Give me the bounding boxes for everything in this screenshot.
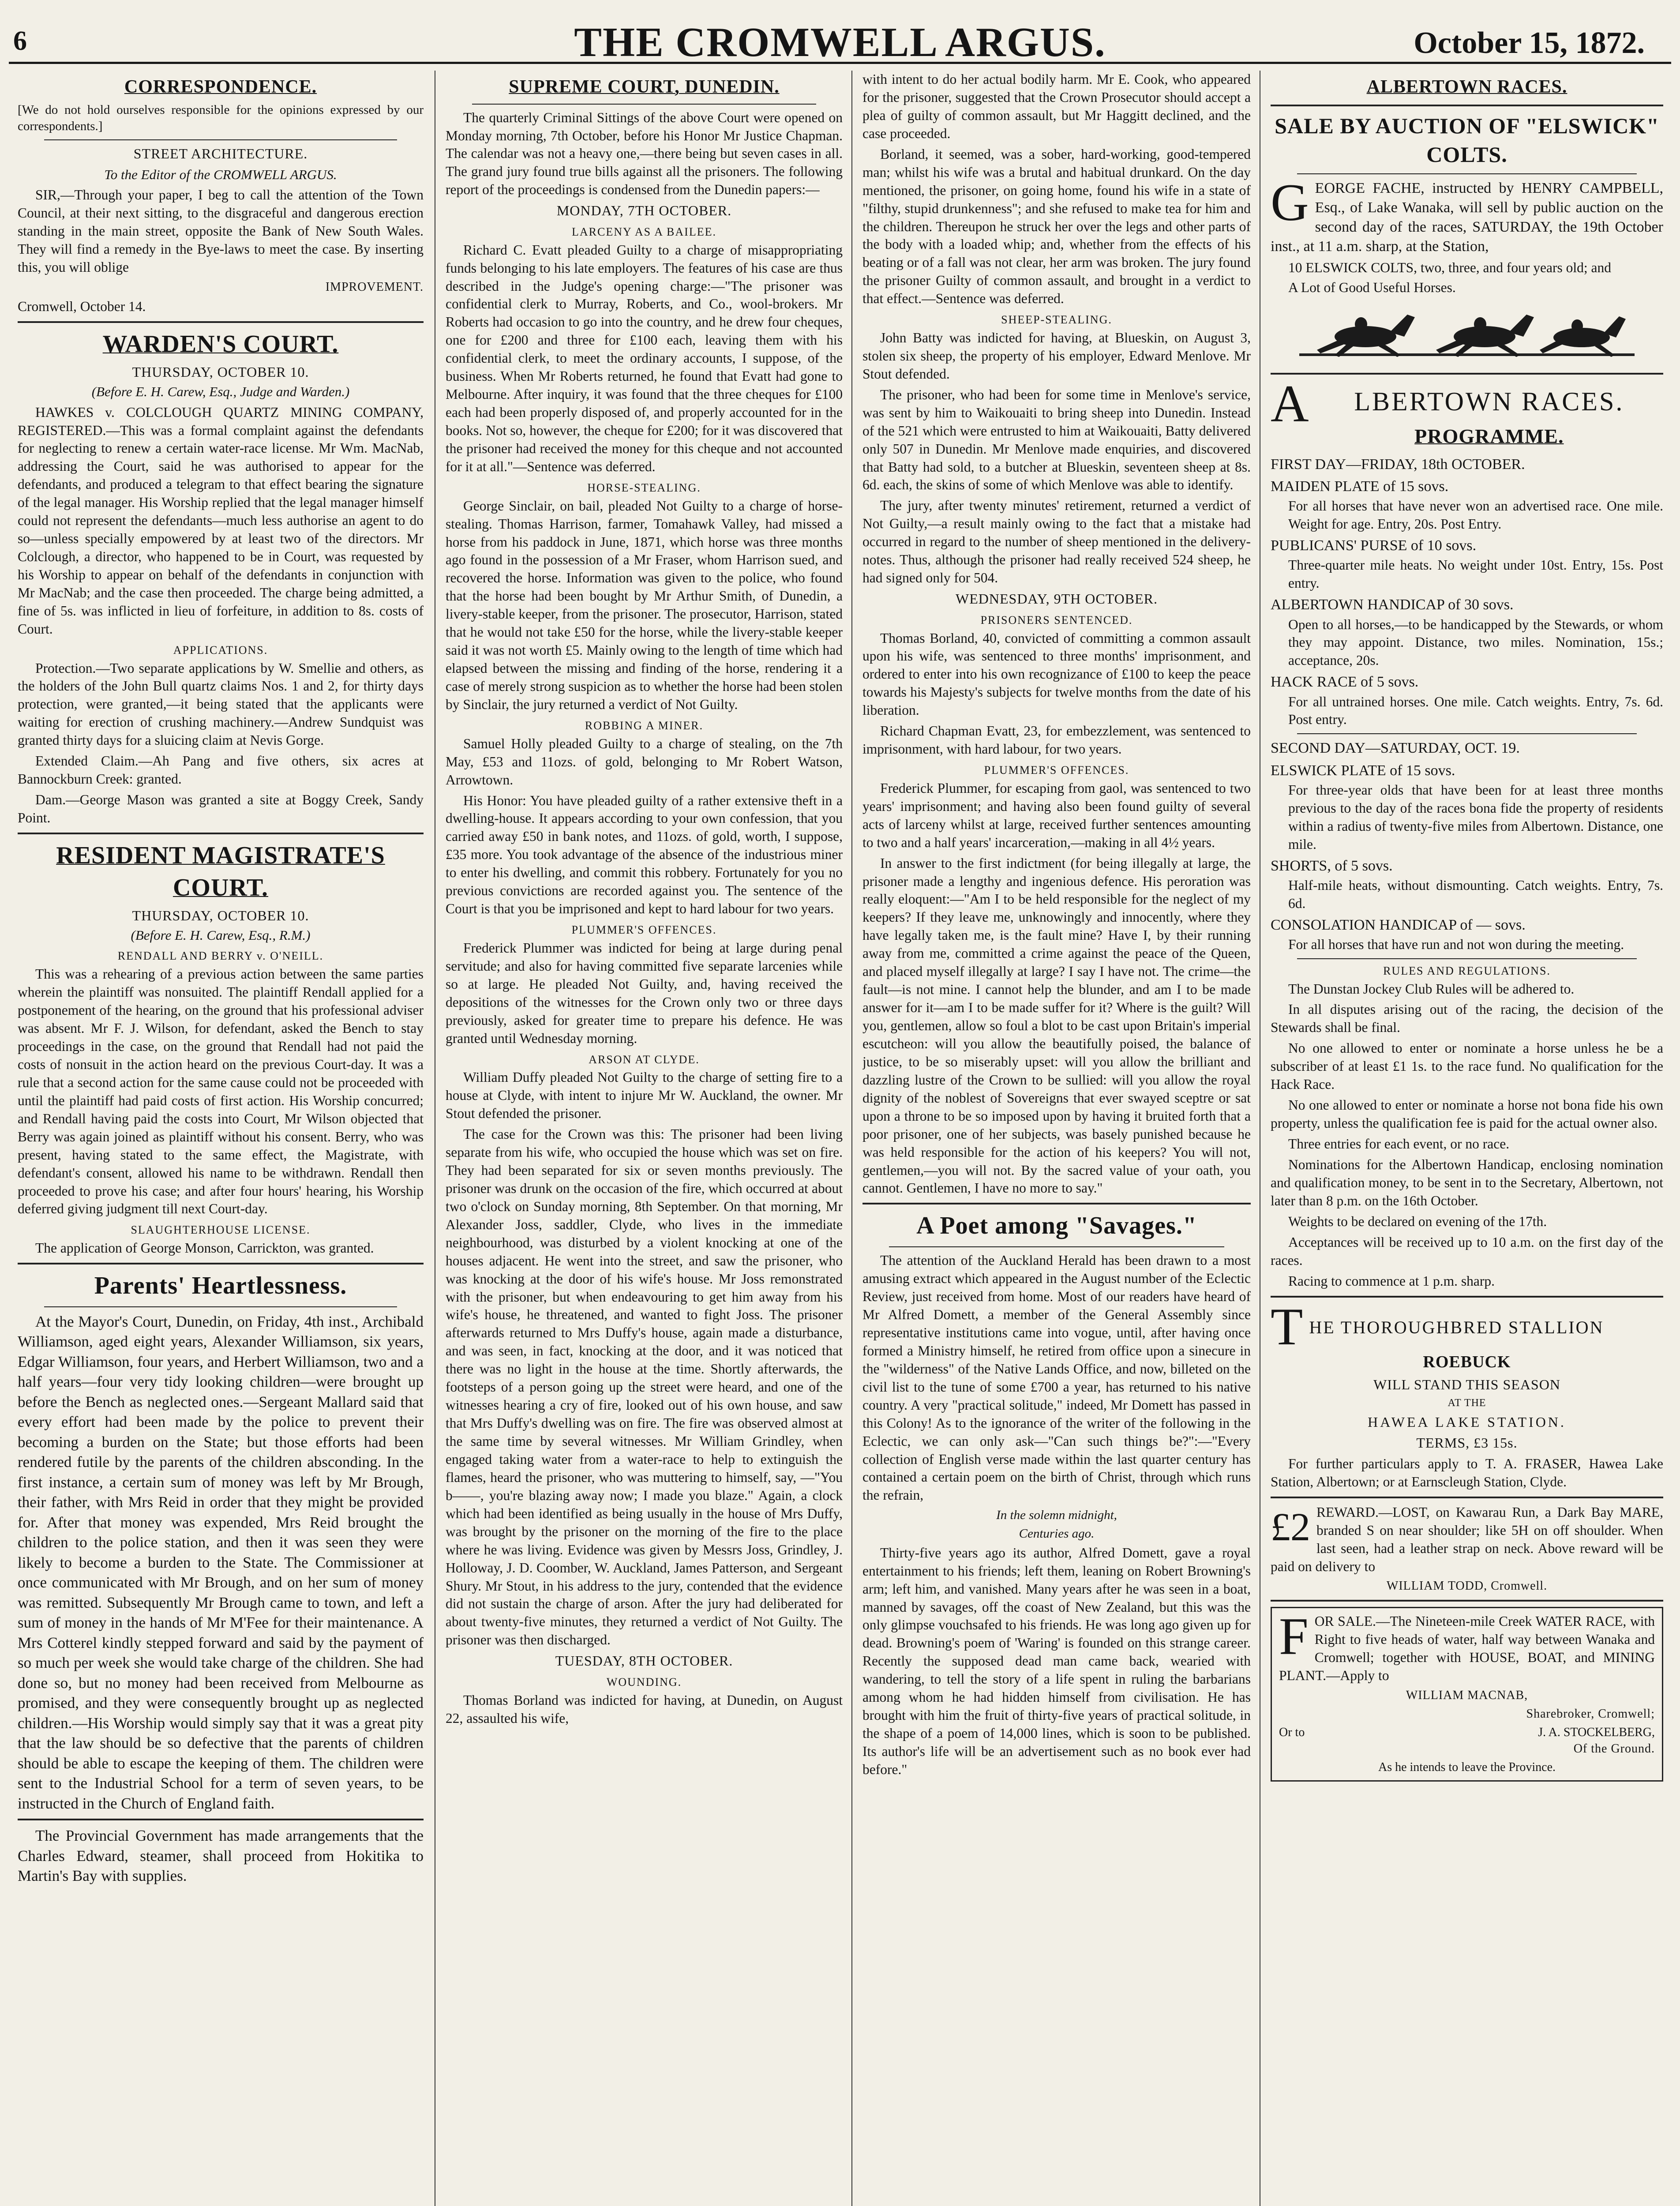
paragraph: HAWKES v. COLCLOUGH QUARTZ MINING COMPANY, REGISTERED.—This was a formal complaint against the defendants for neglecting to renew a certain water-race license. Mr Wm. MacNab, addressing the Court, said he was authorised to appear for the defendants, and produced a telegram to that effect bearing the signature of the legal manager. His Worship replied that the legal manager himself could not represent the defendants—much less authorise an agent to do so—unless specially empowered by at least two of the directors. Mr Colclough, a director, who happened to be in Court, was requested by his Worship to appear on behalf of the defendants in conjunction with Mr MacNab; and the case then proceeded. The charge being admitted, a fine of 5s. was inflicted in lieu of forfeiture, in addition to 8s. costs of Court. [18,404,424,637]
divider [44,1306,397,1307]
divider [1297,173,1637,174]
paragraph: The jury, after twenty minutes' retirement, returned a verdict of Not Guilty,—a result mainly owing to the fact that a mistake had occurred in regard to the number of sheep mentioned in the delivery-notes. Thus, although the prisoner had really received 524 sheep, he had signed only for 504. [862,498,1251,586]
race-name: ALBERTOWN HANDICAP of 30 sovs. [1271,597,1514,613]
bench-note: (Before E. H. Carew, Esq., R.M.) [131,927,311,943]
paragraph: Extended Claim.—Ah Pang and five others, six acres at Bannockburn Creek: granted. [18,753,424,787]
stallion-title: HE THOROUGHBRED STALLION [1309,1317,1604,1337]
drop-cap: A [1271,380,1309,433]
paragraph: Thomas Borland, 40, convicted of committing a common assault upon his wife, was sentenced to three months' imprisonment, and ordered to enter into his own recognizance of £100 to keep the peace towards his Majesty's subjects for twelve months from the date of his liberation. [862,630,1251,718]
subheading: WOUNDING. [606,1675,682,1688]
race-name: PUBLICANS' PURSE of 10 sovs. [1271,537,1477,554]
sale-note: As he intends to leave the Province. [1378,1760,1556,1775]
programme-subheading: PROGRAMME. [1414,425,1564,448]
divider [472,104,816,105]
date-heading: WEDNESDAY, 9TH OCTOBER. [956,591,1158,607]
paragraph: Samuel Holly pleaded Guilty to a charge of stealing, on the 7th May, £53 and 11ozs. of gold, belonging to Mr Robert Watson, Arrowtown. [446,735,843,788]
race-name: SHORTS, of 5 sovs. [1271,857,1393,874]
divider [18,833,424,834]
subheading: PRISONERS SENTENCED. [980,613,1133,627]
race-name: HACK RACE of 5 sovs. [1271,674,1419,690]
divider [18,1819,424,1820]
race-day: FIRST DAY—FRIDAY, 18th OCTOBER. [1271,456,1525,473]
section-heading: RESIDENT MAGISTRATE'S COURT. [56,841,385,901]
race-details: Half-mile heats, without dismounting. Catch weights. Entry, 7s. 6d. [1288,877,1663,911]
poem-line: Centuries ago. [1019,1527,1095,1541]
rule: In all disputes arising out of the racing, the decision of the Stewards shall be final. [1271,1002,1663,1035]
signature: Of the Ground. [1573,1741,1655,1756]
paragraph: The attention of the Auckland Herald has been drawn to a most amusing extract which appeared in the August number of the Eclectic Review, just received from home. Most of our readers have heard of Mr Alfred Domett, a member of the General Assembly since representative institutions came into vogue, until, after having once formed a Ministry himself, he retired from office upon a sinecure in the "wilderness" of the Native Lands Office, and now, billeted on the civil list to the tune of some £700 a year, has returned to his native country. A very "practical solitude," indeed, Mr Domett has passed in this Colony! As to the ignorance of the writer of the following in the Eclectic, we can only ask—"Can such things be?":—"Every collection of English verse made within the last quarter century has contained a certain poem on the birth of Christ, through which runs the refrain, [862,1253,1251,1503]
subheading: SHEEP-STEALING. [1001,313,1112,326]
rule: Weights to be declared on evening of the 17th. [1288,1213,1547,1229]
paragraph: William Duffy pleaded Not Guilty to the charge of setting fire to a house at Clyde, with intent to injure Mr W. Auckland, the owner. Mr Stout defended the prisoner. [446,1069,843,1122]
paragraph: The prisoner, who had been for some time in Menlove's service, was sent by him to Waikouaiti to bring sheep into Dunedin. Instead of the 521 which were entrusted to him at Waikouaiti, Batty delivered only 507 in Dunedin. Mr Menlove made enquiries, and discovered that Batty had sold, to a butcher at Blueskin, seventeen sheep at 8s. 6d. each, the skins of some of which Menlove was able to identify. [862,386,1251,493]
column-2 [446,71,843,2206]
divider [44,139,397,140]
race-details: For three-year olds that have been for at least three months previous to the day of the races bona fide the property of residents within a radius of twenty-five miles from Albertown. Distance, one mile. [1288,782,1663,852]
divider [1271,105,1663,106]
drop-cap: G [1271,173,1309,232]
stallion-line: WILL STAND THIS SEASON [1373,1376,1560,1392]
section-heading: WARDEN'S COURT. [102,330,339,358]
stallion-line: AT THE [1448,1397,1486,1409]
salutation: To the Editor of the CROMWELL ARGUS. [104,166,337,182]
race-details: For all horses that have run and not won during the meeting. [1288,936,1624,952]
race-name: MAIDEN PLATE of 15 sovs. [1271,478,1449,495]
racehorse-illustration [1299,301,1635,368]
signature: J. A. STOCKELBERG, [1538,1726,1655,1740]
sale-body: OR SALE.—The Nineteen-mile Creek WATER RACE, with Right to five heads of water, half way between Wanaka and Cromwell; together with HOUSE, BOAT, and MINING PLANT.—Apply to [1279,1613,1655,1683]
programme-title [1271,380,1663,452]
paragraph: Thomas Borland was indicted for having, at Dunedin, on August 22, assaulted his wife, [446,1692,843,1726]
signature: WILLIAM MACNAB, [1406,1688,1528,1702]
paragraph: The quarterly Criminal Sittings of the above Court were opened on Monday morning, 7th October, before his Honor Mr Justice Chapman. The calendar was not a heavy one,—there being but seven cases in all. The grand jury found true bills against all the prisoners. The following report of the proceedings is condensed from the Dunedin papers:— [446,109,843,198]
rule: No one allowed to enter or nominate a horse not bona fide his own property, unless the qualification fee is paid for the actual owner also. [1271,1097,1663,1131]
lot-line: A Lot of Good Useful Horses. [1288,280,1456,296]
subheading: PLUMMER'S OFFENCES. [571,923,717,937]
paragraph: Richard C. Evatt pleaded Guilty to a charge of misappropriating funds belonging to his late employers. The features of his case are thus described in the Judge's opening charge:—"The prisoner was confidential clerk to Murray, Roberts, and Co., wool-brokers. Mr Roberts had occasion to go into the country, and he drew four cheques, one for £200 and three for £100 each, leaving them with his confidential clerk, to meet the ordinary accounts, I suppose, of the business. When Mr Roberts returned, he found that Evatt had gone to Melbourne. After inquiry, it was found that the three cheques for £100 each had been properly disposed of, and properly accounted for in the books. Not so, however, the cheque for £200; for it was discovered that the prisoner had received the money for this cheque and not accounted for it at all."—Sentence was deferred. [446,242,843,474]
paragraph: In answer to the first indictment (for being illegally at large, the prisoner made a lengthy and ingenious defence. His peroration was really eloquent:—"Am I to be held responsible for the neglect of my keepers? If they leave me, unknowingly and innocently, where they have legally taken me, is the fault mine? Have I, by their running away from me, committed a crime against the peace of the Queen, and placed myself illegally at large? I say I have not. The crime—the fault—is not mine. I cannot help the blunder, and am I to be made answer for it—am I to be made suffer for it? Where is the guilt? Will you, gentlemen, allow so foul a blot to be cast upon Britain's imperial escutcheon: will you allow the beautifully poised, the balance of justice, to be so miserably upset: will you allow the brilliant and dazzling lustre of the Crown to be sullied: will you allow the royal dignity of the noblest of Sovereigns that ever swayed sceptre or sat upon a throne to be so imposed upon by having it bruited forth that a poor prisoner, one of her subjects, was basely punished because he was held responsible for the action of his keepers? You will not, gentlemen,—you will not. By the sacred value of your oath, you cannot. Gentlemen, I have no more to say." [862,855,1251,1196]
masthead [9,9,1671,64]
sale-text [1279,1606,1655,1685]
ad-heading: SALE BY AUCTION OF "ELSWICK" COLTS. [1275,113,1659,167]
paragraph: Thirty-five years ago its author, Alfred Domett, gave a royal entertainment to his friends; left them, leaning on Robert Browning's arm; left him, and vanished. Many years after he was seen in a boat, manned by savages, off the coast of New Zealand, but this was the only glimpse vouchsafed to his friends. He was long ago given up for dead. Browning's poem of 'Waring' is founded on this strange career. Recently the supposed dead man came back, wearied with wandering, to tell the story of a life spent in ruling the barbarians among whom he had hidden himself from civilisation. He has brought with him the fruit of thirty-five years of practical solitude, in the shape of a poem of 14,000 lines, which is soon to be published. Its author's life will be an advertisement such as no book ever had before." [862,1545,1251,1777]
divider [1271,1296,1663,1298]
paragraph: Protection.—Two separate applications by W. Smellie and others, as the holders of the John Bull quartz claims Nos. 1 and 2, for thirty days protection, were granted,—it being stated that the applicants were waiting for erection of crushing machinery.—Andrew Sundquist was granted thirty days for a sluicing claim at Nevis Gorge. [18,660,424,748]
article-heading: STREET ARCHITECTURE. [133,145,308,161]
subheading: PLUMMER'S OFFENCES. [984,764,1129,777]
programme-heading: LBERTOWN RACES. [1354,387,1624,416]
column-1 [18,71,424,2206]
race-name: CONSOLATION HANDICAP of — sovs. [1271,916,1526,933]
paragraph: George Sinclair, on bail, pleaded Not Guilty to a charge of horse-stealing. Thomas Harrison, farmer, Tomahawk Valley, had missed a horse from his paddock in June, 1871, which horse was three months ago found in the possession of a Mr Fraser, whom Harrison sued, and recovered the horse. Information was given to the police, who found that the horse had been bought by Mr Arthur Smith, of Dunedin, a livery-stable keeper, from the prisoner. The prosecutor, Harrison, stated that he would not take £50 for the horse, while the livery-stable keeper said it was not worth £5. Mainly owing to the length of time which had elapsed between the missing and finding of the horse, rendering it a case of merely strong suspicion as to whether the horse had been stolen by Sinclair, the jury returned a verdict of Not Guilty. [446,498,843,712]
divider [862,1203,1251,1204]
stallion-ad [1271,1303,1663,1349]
article-heading: Parents' Heartlessness. [94,1272,347,1300]
paragraph: His Honor: You have pleaded guilty of a rather extensive theft in a dwelling-house. It appears according to your own confession, that you carried away £50 in bank notes, and 11ozs. of gold, worth, I suppose, £35 more. You took advantage of the absence of the industrious miner to enter his dwelling, and commit this robbery. Fortunately for you no previous convictions are recorded against you. The sentence of the Court is that you be imprisoned and kept to hard labour for two years. [446,792,843,917]
rule: Acceptances will be received up to 10 a.m. on the first day of the races. [1271,1234,1663,1268]
paragraph: Richard Chapman Evatt, 23, for embezzlement, was sentenced to imprisonment, with hard labour, for two years. [862,723,1251,757]
newspaper-title: THE CROMWELL ARGUS. [574,19,1106,65]
rule: The Dunstan Jockey Club Rules will be adhered to. [1288,981,1575,997]
paragraph: Frederick Plummer, for escaping from gaol, was sentenced to two years' imprisonment; and having also been found guilty of several acts of larceny whilst at large, received further sentences amounting to two and a half years' incarceration,—making in all 4½ years. [862,780,1251,850]
paragraph: The case for the Crown was this: The prisoner had been living separate from his wife, who occupied the house which was set on fire. They had been separated for six or seven months previously. The prisoner was drunk on the occasion of the fire, which occurred at about two o'clock on Sunday morning, 8th September. On that morning, Mr Alexander Joss, saddler, Clyde, who lives in the immediate neighbourhood, was disturbed by a violent knocking at one of the houses adjacent. He went into the street, and saw the prisoner, who was knocking at the door of his wife's house. Mr Joss remonstrated with the prisoner, but when endeavouring to get him away from his wife's house, he threatened, and wanted to fight Joss. The prisoner afterwards returned to Mrs Duffy's house, again made a disturbance, and was seen, in fact, knocking at the door, and it was noticed that there was no light in the house at the time. Shortly afterwards, the footsteps of a person going up the street were heard, and one of the witnesses hearing a cry of fire, looked out of his own house, and saw that Mrs Duffy's dwelling was on fire. The fire was observed almost at the same time by several witnesses. Mr William Grindley, when engaged taking water from a water-race to help to extinguish the flames, heard the prisoner, who was muttering to himself, say, —"You b——, you're blazing away now; I made you blaze." Again, a clock which had been identified as being usually in the house of Mrs Duffy, was brought by the prisoner on the morning of the fire to the place where he was living. Evidence was given by Messrs Joss, Grindley, J. Holloway, J. D. Coomber, W. Auckland, James Patterson, and Sergeant Shury. Mr Stout, in his address to the jury, contended that the evidence did not sustain the charge of arson. After the jury had deliberated for about twenty-five minutes, they returned a verdict of Not Guilty. The prisoner was then discharged. [446,1126,843,1648]
column-4 [1271,71,1663,2206]
page-number: 6 [13,26,27,56]
subheading: RULES AND REGULATIONS. [1383,964,1551,977]
subheading: APPLICATIONS. [173,643,268,657]
subheading: HORSE-STEALING. [587,481,701,494]
column-3 [862,71,1251,2206]
drop-cap: T [1271,1302,1303,1349]
reward-ad [1271,1504,1663,1576]
dateline: Cromwell, October 14. [18,298,146,314]
subheading: ROBBING A MINER. [585,719,704,732]
lot-line: 10 ELSWICK COLTS, two, three, and four years old; and [1288,260,1611,276]
race-details: For all horses that have never won an advertised race. One mile. Weight for age. Entry, 20s. Post Entry. [1288,498,1663,532]
section-heading: SUPREME COURT, DUNEDIN. [509,77,780,97]
race-details: Open to all horses,—to be handicapped by the Stewards, or whom they may appoint. Distance, two miles. Nomination, 15s.; acceptance, 20s. [1288,616,1663,668]
drop-cap: F [1279,1606,1309,1666]
divider [1271,1497,1663,1498]
paragraph: Dam.—George Mason was granted a site at Boggy Creek, Sandy Point. [18,792,424,826]
divider [18,1263,424,1264]
section-heading: CORRESPONDENCE. [124,77,317,97]
subheading: ARSON AT CLYDE. [589,1053,700,1066]
signature: Sharebroker, Cromwell; [1526,1707,1655,1721]
signature: IMPROVEMENT. [325,280,424,294]
signature: WILLIAM TODD, Cromwell. [1386,1579,1548,1593]
subheading: SLAUGHTERHOUSE LICENSE. [131,1223,311,1237]
paragraph: This was a rehearing of a previous action between the same parties wherein the plaintiff was nonsuited. The plaintiff Rendall applied for a postponement of the hearing, on the ground that his professional adviser was absent. Mr F. J. Wilson, for defendant, asked the Bench to stay proceedings in the case, on the ground that Rendall had not paid the costs of nonsuit in the action heard on the previous Court-day. It was a rule that a second action for the same cause could not be proceeded with until the plaintiff had paid costs of first action. His Worship concurred; and Rendall having paid the costs into Court, Mr Wilson objected that Berry was again joined as plaintiff without his consent. Berry, who was present, having stated to the same effect, the Magistrate, with defendant's consent, allowed his name to be withdrawn. Rendall then proceeded to prove his case; and after four hours' hearing, his Worship deferred giving judgment till next Court-day. [18,966,424,1217]
paragraph: The application of George Monson, Carrickton, was granted. [35,1240,374,1256]
issue-date: October 15, 1872. [1414,26,1645,60]
paragraph: For further particulars apply to T. A. FRASER, Hawea Lake Station, Albertown; or at Earnscleugh Station, Clyde. [1271,1456,1663,1489]
paragraph: At the Mayor's Court, Dunedin, on Friday, 4th inst., Archibald Williamson, aged eight years, Alexander Williamson, six years, Edgar Williamson, four years, and Herbert Williamson, two and a half years—four very tidy looking children—were brought up before the Bench as neglected ones.—Sergeant Mallard said that every effort had been made by the police to prevent their becoming a burden on the State; but those efforts had been rendered futile by the parents of the children absconding. In the first instance, a certain sum of money was left by Mr Brough, their father, with Mrs Reid in order that they might be provided for. After that money was expended, Mrs Reid brought the children to the police station, and then it was seen they were likely to become a burden to the State. The Commissioner at once communicated with Mr Brough, and on her sum of money was remitted. Subsequently Mr Brough came to town, and left a sum of money in the hands of Mr M'Fee for their maintenance. A Mrs Cotterel kindly stepped forward and said by the payment of so much per week she would take charge of the children. She had done so, but no money had been received from Melbourne as promised, and they were consequently brought up as neglected children.—His Worship would simply say that it was a great pity that the law should be so defective that the parents of children should be able to escape the keeping of them. The children were sent to the Industrial School for a term of seven years, to be instructed in the Church of England faith. [18,1313,424,1812]
rule: Racing to commence at 1 p.m. sharp. [1288,1273,1495,1289]
race-details: For all untrained horses. One mile. Catch weights. Entry, 7s. 6d. Post entry. [1288,694,1663,728]
divider [1297,733,1637,734]
auction-text [1271,173,1663,257]
stallion-name: ROEBUCK [1423,1352,1511,1371]
rule: No one allowed to enter or nominate a horse unless he be a subscriber of at least £1 1s. to the race fund. No qualification for the Hack Race. [1271,1040,1663,1092]
sale-ad [1271,1607,1663,1782]
paragraph: Frederick Plummer was indicted for being at large during penal servitude; and also for having committed five separate larcenies while so at large. He pleaded Not Guilty, and, having received the depositions of the witnesses for the Crown only two or three days previously, asked for greater time to prepare his defence. He was granted until Wednesday morning. [446,940,843,1046]
divider [1271,1600,1663,1602]
subheading: RENDALL AND BERRY v. O'NEILL. [117,949,324,963]
paragraph: with intent to do her actual bodily harm. Mr E. Cook, who appeared for the prisoner, suggested that the Crown Prosecutor should accept a plea of guilty of common assault, but Mr Haggitt declined, and the case proceeded. [862,71,1251,141]
drop-cap: £2 [1271,1505,1310,1549]
paragraph: The Provincial Government has made arrangements that the Charles Edward, steamer, shall proceed from Hokitika to Martin's Bay with supplies. [18,1827,424,1885]
sale-alt [1279,1725,1655,1741]
letter-body: SIR,—Through your paper, I beg to call the attention of the Town Council, at their next sitting, to the disgraceful and dangerous erection standing in the main street, opposite the Bank of New South Wales. They will find a remedy in the Bye-laws to meet the case. By inserting this, you will oblige [18,187,424,275]
date-heading: TUESDAY, 8TH OCTOBER. [555,1653,733,1669]
race-name: ELSWICK PLATE of 15 sovs. [1271,762,1455,779]
date-heading: THURSDAY, OCTOBER 10. [132,364,309,380]
paragraph: Borland, it seemed, was a sober, hard-working, good-tempered man; whilst his wife was a brutal and habitual drunkard. On the day mentioned, the prisoner, on going home, found his wife in a state of "filthy, stupid drunkenness"; and she refused to make tea for him and the children. Thereupon he struck her over the legs and other parts of the body with a loaded whip; and, whether from the effects of his beating or of a fall was not clear, her arm was broken. The jury found the prisoner Guilty of common assault, and brought in a verdict to that effect.—Sentence was deferred. [862,146,1251,307]
race-details: Three-quarter mile heats. No weight under 10st. Entry, 15s. Post entry. [1288,557,1663,591]
stallion-line: HAWEA LAKE STATION. [1368,1414,1566,1430]
stallion-terms: TERMS, £3 15s. [1416,1435,1518,1451]
divider [1297,958,1637,959]
divider [18,321,424,323]
rule: Three entries for each event, or no race. [1288,1136,1510,1152]
subheading: LARCENY AS A BAILEE. [572,225,716,238]
column-rule [851,71,852,2206]
sale-or: Or to [1279,1726,1305,1740]
date-heading: THURSDAY, OCTOBER 10. [132,907,309,923]
paragraph: John Batty was indicted for having, at Blueskin, on August 3, stolen six sheep, the property of his employer, Edward Menlove. Mr Stout defended. [862,330,1251,382]
ad-heading: ALBERTOWN RACES. [1366,77,1568,97]
rule: Nominations for the Albertown Handicap, enclosing nomination and qualification money, to be sent in to the Secretary, Albertown, not later than 8 p.m. on the 16th October. [1271,1156,1663,1208]
reward-body: REWARD.—LOST, on Kawarau Run, a Dark Bay MARE, branded S on near shoulder; like 5H on off shoulder. When last seen, had a leather strap on neck. Above reward will be paid on delivery to [1271,1504,1663,1574]
auction-body: EORGE FACHE, instructed by HENRY CAMPBELL, Esq., of Lake Wanaka, will sell by public auction on the second day of the races, SATURDAY, the 19th October inst., at 11 a.m. sharp, at the Station, [1271,180,1663,255]
article-heading: A Poet among "Savages." [916,1212,1197,1240]
date-heading: MONDAY, 7TH OCTOBER. [556,203,732,219]
poem-line: In the solemn midnight, [996,1508,1117,1523]
bench-note: (Before E. H. Carew, Esq., Judge and Warden.) [91,384,350,400]
divider [1271,373,1663,375]
disclaimer: [We do not hold ourselves responsible for the opinions expressed by our correspondents.] [18,102,424,134]
divider [889,1246,1224,1247]
race-day: SECOND DAY—SATURDAY, OCT. 19. [1271,740,1520,757]
